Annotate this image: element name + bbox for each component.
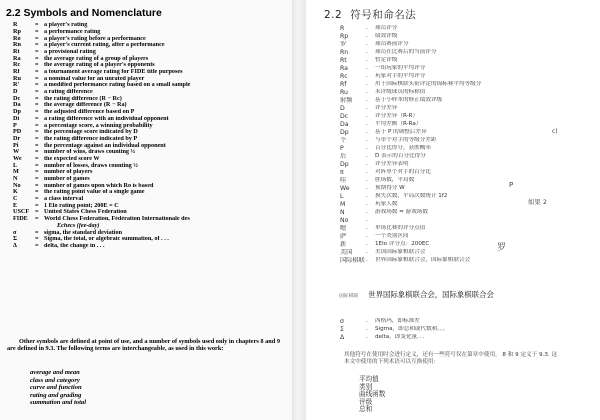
symbol: Rf <box>13 68 20 76</box>
symbol: L <box>340 193 344 200</box>
symbol-definition: number of games upon which Ro is based <box>44 182 154 189</box>
symbol-list-english <box>13 22 289 249</box>
symbol-definition: the average rating of a group of players <box>44 55 149 62</box>
equals-sign: - <box>366 33 368 40</box>
symbol-row-chinese <box>340 185 596 193</box>
symbol-definition: 对阵单个对手的百分比 <box>375 169 431 176</box>
equals-sign: - <box>366 177 368 184</box>
symbol-row-chinese <box>340 161 596 169</box>
symbol-row-chinese <box>340 25 596 33</box>
symbol-definition: 球员赛前评分 <box>375 41 409 48</box>
symbol-definition: a performance rating <box>44 28 101 35</box>
symbol-definition: a player's current rating, after a performance <box>44 42 165 49</box>
symbol-row-english <box>13 55 289 62</box>
symbol-row-chinese <box>340 153 596 161</box>
symbol: Dr <box>13 135 21 142</box>
symbol-row-chinese <box>340 225 596 233</box>
symbol: N <box>13 175 18 183</box>
symbol-definition: the adjusted difference based on P <box>44 108 135 116</box>
symbol-row-chinese <box>340 201 596 209</box>
fide-name-large: 世界国际象棋联合会，国际象棋联合会 <box>368 290 494 299</box>
equals-sign: = <box>35 135 39 142</box>
fide-label-small: 国际棋联 <box>339 294 359 299</box>
symbol-row-chinese <box>340 57 596 65</box>
symbol-definition: the rating point value of a single game <box>44 189 145 196</box>
symbol-row-chinese <box>340 249 596 257</box>
equals-sign: = <box>35 95 39 102</box>
symbol: USCF <box>13 209 30 216</box>
symbol: Rp <box>340 33 349 40</box>
term-pair: curve and function <box>30 384 82 392</box>
equals-sign: = <box>35 62 39 69</box>
symbol: Dp <box>340 161 349 168</box>
symbol-row-chinese <box>340 241 596 249</box>
symbol-row-chinese <box>340 73 596 81</box>
symbol-definition: 一组玩家的平均评分 <box>375 65 426 72</box>
symbol-definition: the rating difference indicated by P <box>44 135 138 142</box>
symbol-definition: 平均差额（R-Ra） <box>375 121 422 128</box>
equals-sign: - <box>366 326 368 333</box>
symbol: Rc <box>13 62 21 69</box>
equals-sign: = <box>35 48 39 55</box>
equals-sign: = <box>35 142 39 149</box>
symbol-row-english <box>13 142 289 149</box>
symbol-row-chinese <box>340 81 596 89</box>
symbol-definition: 西格玛，即标准差 <box>375 318 420 325</box>
symbol: P <box>13 122 17 129</box>
symbol-row-chinese <box>340 49 596 57</box>
symbol-row-english <box>13 236 289 243</box>
symbol-row-chinese <box>340 193 596 201</box>
symbol-definition: 评分差异表明 <box>375 161 409 168</box>
symbol: Ra <box>340 65 348 72</box>
note-line-2: 本文中使用的下列术语可以互换使用： <box>344 359 440 366</box>
symbol: π <box>340 169 344 176</box>
symbol-row-english <box>13 216 289 223</box>
equals-sign: = <box>35 215 39 223</box>
fide-continuation-english <box>13 223 289 230</box>
symbol-definition: 游戏场数 = 游戏场数 <box>375 209 428 216</box>
symbol: Δ <box>340 334 345 341</box>
symbol: Rt <box>340 57 347 64</box>
symbol-row-english <box>13 102 289 109</box>
term-item: 类别 <box>359 382 373 391</box>
symbol-definition: a provisional rating <box>44 48 96 55</box>
symbol-row-chinese <box>340 209 596 217</box>
symbol: P <box>340 145 344 152</box>
symbol-row-chinese <box>340 65 596 73</box>
symbol: No <box>340 217 349 224</box>
symbol-row-english <box>13 196 289 203</box>
equals-sign: = <box>35 189 39 196</box>
equals-sign: - <box>366 113 368 120</box>
symbol-row-chinese <box>340 318 596 326</box>
symbol: Ro <box>13 35 21 42</box>
equals-sign: - <box>366 121 368 128</box>
symbol: Ra <box>13 55 21 62</box>
symbol-definition: 基于小样本的修正绩效评级 <box>375 97 443 104</box>
equals-sign: = <box>35 22 39 29</box>
symbol-definition: 评分差异 <box>375 105 398 112</box>
equals-sign: = <box>35 122 39 129</box>
symbol-row-english <box>13 49 289 56</box>
equals-sign: = <box>35 55 39 62</box>
symbol-row-english <box>13 183 289 190</box>
symbol: σ <box>13 229 17 236</box>
symbol-definition: a rating difference <box>44 88 93 96</box>
symbol-definition: 一个类别区间 <box>375 233 409 240</box>
symbol-definition: the rating difference (R − Rc) <box>44 95 122 102</box>
symbol-row-chinese <box>340 233 596 241</box>
fide-continuation-chinese <box>339 291 494 300</box>
equals-sign: - <box>366 105 368 112</box>
equals-sign: - <box>366 161 368 168</box>
symbol-definition: the percentage score indicated by D <box>44 129 138 136</box>
symbol: W <box>13 149 20 156</box>
symbol-row-chinese <box>340 257 596 265</box>
symbol-row-chinese <box>340 217 596 225</box>
symbol-definition: the percentage against an individual opponent <box>44 142 166 149</box>
symbol: Ru <box>13 75 21 82</box>
symbol: N <box>340 209 345 216</box>
equals-sign: - <box>366 97 368 104</box>
terms-list-english <box>30 369 86 407</box>
equals-sign: - <box>366 57 368 64</box>
symbol: 后 <box>340 153 347 160</box>
equals-sign: = <box>35 182 39 189</box>
symbol-definition: number of wins, draws counting ½ <box>44 149 136 156</box>
symbol-row-chinese <box>340 334 596 342</box>
stray-glyph-p: P <box>509 181 514 189</box>
symbol-row-english <box>13 22 289 29</box>
equals-sign: - <box>366 25 368 32</box>
symbol-definition: 单场比赛的评分点值 <box>375 225 426 232</box>
symbol-definition: World Chess Federation, Fédération Internationale des <box>44 215 190 223</box>
symbol: Δ <box>13 242 17 249</box>
symbol: M <box>340 201 346 208</box>
symbol: R <box>13 22 18 29</box>
equals-sign: - <box>366 73 368 80</box>
symbol-row-english <box>13 162 289 169</box>
stray-glyph-ruguo: 如果 2 <box>528 198 547 206</box>
symbol-list-chinese-tail <box>340 318 596 342</box>
symbol-row-english <box>13 156 289 163</box>
symbol-definition: 玩家人数 <box>375 201 398 208</box>
symbol-definition: number of players <box>44 169 93 176</box>
symbol-row-english <box>13 243 289 250</box>
symbol: Pi <box>13 142 19 149</box>
equals-sign: = <box>35 202 39 209</box>
symbol-row-chinese <box>340 169 596 177</box>
symbol: Di <box>13 115 20 122</box>
equals-sign: - <box>366 169 368 176</box>
symbol-row-english <box>13 96 289 103</box>
symbol-definition: 预期得分 W <box>375 185 405 192</box>
symbol-definition: a tournament average rating for FIDE title purposes <box>44 68 183 76</box>
symbol-definition: number of losses, draws counting ½ <box>44 162 138 169</box>
symbol-definition: a player's rating before a performance <box>44 35 146 42</box>
term-pair: rating and grading <box>30 391 82 399</box>
symbol: PD <box>13 129 22 136</box>
term-item: 曲线函数 <box>359 390 386 399</box>
equals-sign: - <box>366 153 368 160</box>
symbol-definition: 美国国际象棋联合会 <box>375 249 426 256</box>
symbol-definition: 暂定评级 <box>375 57 398 64</box>
symbol: 嗯 <box>340 225 347 232</box>
symbol-definition: the average rating of a player's opponents <box>44 62 155 69</box>
symbol-definition: the expected score W <box>44 155 100 162</box>
equals-sign: = <box>35 28 39 35</box>
symbol: 国际棋联 <box>340 257 365 264</box>
symbol-definition: sigma, the standard deviation <box>44 229 123 236</box>
equals-sign: - <box>366 217 368 224</box>
symbol-row-english <box>13 169 289 176</box>
symbol-row-english <box>13 189 289 196</box>
symbol: M <box>13 169 19 176</box>
symbol-row-english <box>13 122 289 129</box>
symbol: R <box>340 25 345 32</box>
equals-sign: - <box>366 209 368 216</box>
term-pair: class and category <box>30 376 80 384</box>
equals-sign: = <box>35 82 39 89</box>
symbol-row-chinese <box>340 33 596 41</box>
section-title: 符号和命名法 <box>350 9 417 21</box>
equals-sign: - <box>366 137 368 144</box>
symbol-row-english <box>13 116 289 123</box>
symbol-definition: a class interval <box>44 195 84 203</box>
symbol: D <box>340 105 345 112</box>
symbol-definition: United States Chess Federation <box>44 209 127 216</box>
symbol: Da <box>340 121 349 128</box>
symbol: R' <box>13 82 20 89</box>
symbol: Dp <box>340 129 349 136</box>
symbol-definition: 与单个对手的等级分差距 <box>375 137 437 144</box>
symbol-row-english <box>13 35 289 42</box>
stray-glyph-c: c) <box>552 128 558 135</box>
symbol-row-english <box>13 129 289 136</box>
equals-sign: = <box>35 75 39 82</box>
symbol-definition: a nominal value for an unrated player <box>44 75 145 82</box>
equals-sign: - <box>366 257 368 264</box>
symbol-row-chinese <box>340 137 596 145</box>
equals-sign: = <box>35 236 39 243</box>
symbol: E <box>13 202 18 209</box>
symbol-row-english <box>13 82 289 89</box>
symbol: Σ <box>340 326 344 333</box>
symbol-row-english <box>13 229 289 236</box>
symbol: 萨 <box>340 233 347 240</box>
equals-sign: = <box>35 42 39 49</box>
symbol: 个 <box>340 137 347 144</box>
symbol-definition: D 表示的百分比得分 <box>375 153 426 160</box>
terms-list-chinese <box>359 376 385 414</box>
symbol-definition: a player's rating <box>44 22 88 29</box>
symbol-row-english <box>13 29 289 36</box>
term-pair: average and mean <box>30 369 80 376</box>
equals-sign: = <box>35 35 39 42</box>
symbol-row-chinese <box>340 113 596 121</box>
equals-sign: = <box>35 108 39 116</box>
equals-sign: = <box>35 209 39 216</box>
equals-sign: - <box>366 41 368 48</box>
symbol: Dc <box>340 113 349 120</box>
equals-sign: - <box>366 201 368 208</box>
symbol: 哇 <box>340 177 347 184</box>
symbol-row-english <box>13 149 289 156</box>
equals-sign: = <box>35 169 39 176</box>
symbol-row-english <box>13 109 289 116</box>
equals-sign: - <box>366 241 368 248</box>
symbol: 新 <box>340 241 347 248</box>
symbol-definition: 评分差异（R-R） <box>375 113 419 120</box>
symbol: Rn <box>340 49 349 56</box>
equals-sign: - <box>366 185 368 192</box>
symbol: C <box>13 195 18 203</box>
section-number: 2.2 <box>324 9 343 21</box>
chinese-page <box>306 0 600 420</box>
symbol-definition: 未评级球员的标称值 <box>375 89 426 96</box>
symbol-definition: 玩家对手的平均评分 <box>375 73 426 80</box>
symbol: Σ <box>13 236 18 243</box>
equals-sign: = <box>35 115 39 122</box>
symbol-row-english <box>13 62 289 69</box>
symbol-definition: 损失次数，平局次数统计 1f2 <box>375 193 448 200</box>
symbol-row-chinese <box>340 89 596 97</box>
symbol: No <box>13 182 21 189</box>
equals-sign: = <box>35 129 39 136</box>
fide-continuation-text: Echecs (fee-day) <box>57 222 100 229</box>
symbol-definition: 球员评分 <box>375 25 398 32</box>
symbol-row-chinese <box>340 326 596 334</box>
symbol: 射频 <box>340 97 353 104</box>
symbol-definition: 胜场数，平局数 <box>375 177 415 184</box>
symbol: Rf <box>340 81 347 88</box>
symbol: Ru <box>340 89 348 96</box>
symbol-definition: 百分比得分，获胜概率 <box>375 145 431 152</box>
symbol: 美国 <box>340 249 353 256</box>
equals-sign: - <box>366 145 368 152</box>
symbol: Dp <box>13 108 21 116</box>
equals-sign: = <box>35 149 39 156</box>
equals-sign: - <box>366 81 368 88</box>
term-item: 总和 <box>359 405 373 414</box>
symbol-row-english <box>13 136 289 143</box>
symbol-definition: 1Elo 评分点：200EC <box>375 241 430 248</box>
symbol-row-english <box>13 76 289 83</box>
symbol: Rt <box>13 48 20 55</box>
symbol: L <box>13 162 18 169</box>
symbol-row-english <box>13 209 289 216</box>
symbol-row-chinese <box>340 145 596 153</box>
symbol: We <box>13 155 22 162</box>
equals-sign: - <box>366 233 368 240</box>
symbol-row-english <box>13 176 289 183</box>
symbol: σ <box>340 318 344 325</box>
equals-sign: - <box>366 49 368 56</box>
symbol: K <box>13 189 18 196</box>
section-heading-english: 2.2 Symbols and Nomenclature <box>6 7 162 19</box>
equals-sign: - <box>366 334 368 341</box>
symbol: Da <box>13 102 21 109</box>
equals-sign: = <box>35 242 39 249</box>
english-page <box>0 0 292 420</box>
symbol-row-chinese <box>340 177 596 185</box>
equals-sign: - <box>366 89 368 96</box>
symbol-definition: 1 Elo rating point; 200E = C <box>44 202 119 209</box>
section-heading-chinese <box>324 10 416 21</box>
symbol-definition: 基于 P 的调整后差异 <box>375 129 427 136</box>
equals-sign: - <box>366 65 368 72</box>
term-pair: summation and total <box>30 399 87 407</box>
equals-sign: = <box>35 175 39 183</box>
term-item: 平均值 <box>359 375 379 383</box>
equals-sign: - <box>366 193 368 200</box>
symbol-definition: number of games <box>44 175 90 183</box>
symbol: We <box>340 185 350 192</box>
equals-sign: = <box>35 229 39 236</box>
symbol-definition: a modified performance rating based on a small sample <box>44 82 191 89</box>
symbol-definition: 绩效评级 <box>375 33 398 40</box>
equals-sign: - <box>366 225 368 232</box>
paragraph-english: Other symbols are defined at point of use, and a number of symbols used only in chapters 8 and 9 are defined in 9.3. The following terms are interchangeable, as used in this work: <box>7 338 281 353</box>
paragraph-chinese <box>344 352 594 367</box>
symbol: Rc <box>340 73 348 80</box>
symbol-row-english <box>13 89 289 96</box>
term-item: 评级 <box>359 397 373 406</box>
symbol-row-chinese <box>340 41 596 49</box>
symbol-row-chinese <box>340 105 596 113</box>
symbol-definition: 世界国际象棋联合会，国际象棋联合会 <box>375 257 471 264</box>
equals-sign: = <box>35 195 39 203</box>
equals-sign: - <box>366 249 368 256</box>
symbol-definition: delta，即变化量．．． <box>375 334 429 341</box>
book-gutter <box>292 0 306 420</box>
symbol-definition: delta, the change in . . . <box>44 242 105 249</box>
stray-glyph-luo: 罗 <box>497 243 507 253</box>
symbol-definition: 用于国际棋联头衔评定的锦标赛平均等级分 <box>375 81 482 88</box>
equals-sign: = <box>35 68 39 76</box>
equals-sign: = <box>35 88 39 96</box>
symbol: Rn <box>13 42 21 49</box>
symbol-row-english <box>13 42 289 49</box>
equals-sign: = <box>35 162 39 169</box>
symbol: FIDE <box>13 215 28 223</box>
symbol-row-english <box>13 69 289 76</box>
symbol: Dc <box>13 95 21 102</box>
symbol: Rp <box>13 28 21 35</box>
equals-sign: - <box>366 129 368 136</box>
symbol-definition: 球员在比赛后的当前评分 <box>375 49 437 56</box>
symbol-row-english <box>13 203 289 210</box>
symbol-definition: Sigma，即总和或代数和。。。 <box>375 326 449 333</box>
symbol-list-chinese <box>340 25 596 265</box>
symbol-row-chinese <box>340 97 596 105</box>
equals-sign: = <box>35 155 39 162</box>
note-line-1: 其他符号在使用时会进行定义，还有一些符号仅在第章中使用。 8 和 9 定义于 9.3. 这 <box>344 352 558 358</box>
symbol-definition: Sigma, the total, or algebraic summation, of . . . <box>44 236 169 243</box>
symbol-definition: a rating difference with an individual opponent <box>44 115 169 122</box>
symbol-definition: the average difference (R − Ra) <box>44 102 127 109</box>
symbol: 罗 <box>340 41 347 48</box>
equals-sign: - <box>366 318 368 325</box>
symbol: D <box>13 88 18 96</box>
equals-sign: = <box>35 102 39 109</box>
symbol-definition: a percentage score, a winning probability <box>44 122 153 129</box>
